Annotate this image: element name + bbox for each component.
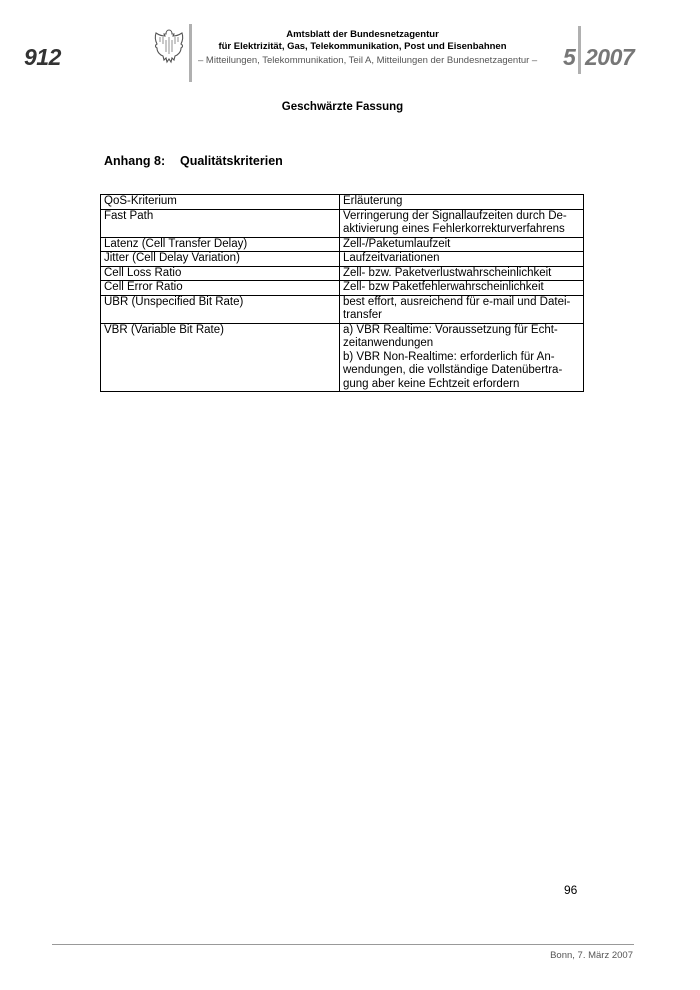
section-number: Anhang 8: [104, 154, 166, 168]
qos-criteria-table [100, 194, 584, 392]
explanation-line: gung aber keine Echtzeit erfordern [343, 377, 520, 390]
explanation-cell [340, 323, 584, 392]
explanation-line: best effort, ausreichend für e-mail und Datei- [343, 295, 571, 308]
footer-divider [52, 944, 634, 945]
table-row [101, 209, 584, 237]
explanation-line: aktivierung eines Fehlerkorrekturverfahrens [343, 223, 565, 235]
criterion-cell: Latenz (Cell Transfer Delay) [101, 237, 340, 252]
redacted-version-note: Geschwärzte Fassung [281, 101, 404, 113]
gazette-title-line2: für Elektrizität, Gas, Telekommunikation, Post und Eisenbahnen [218, 41, 507, 52]
section-title: Qualitätskriterien [180, 154, 283, 168]
section-heading [104, 154, 283, 168]
explanation-line: wendungen, die vollständige Datenübertra- [343, 364, 563, 376]
column-header-explanation: Erläuterung [340, 195, 584, 210]
page-number: 912 [24, 44, 61, 70]
explanation-cell [340, 295, 584, 323]
gazette-title [200, 29, 525, 53]
footer-page-number: 96 [564, 883, 578, 897]
table-row [101, 323, 584, 392]
table-row [101, 237, 584, 252]
explanation-cell [340, 209, 584, 237]
explanation-line: Zell- bzw Paketfehlerwahrscheinlichkeit [343, 281, 544, 293]
table-row [101, 281, 584, 296]
criterion-cell: Cell Loss Ratio [101, 266, 340, 281]
issue-year: 2007 [585, 44, 635, 70]
table-header-row [101, 195, 584, 210]
explanation-line: transfer [343, 309, 382, 321]
criterion-cell: Jitter (Cell Delay Variation) [101, 252, 340, 267]
issue-number: 5 [563, 44, 576, 70]
federal-eagle-icon [152, 28, 186, 64]
qos-table-body [101, 195, 584, 392]
explanation-line: zeitanwendungen [343, 337, 434, 349]
column-header-criterion: QoS-Kriterium [101, 195, 340, 210]
table-row [101, 295, 584, 323]
criterion-cell: Fast Path [101, 209, 340, 237]
header-divider [189, 24, 192, 82]
table-row [101, 266, 584, 281]
gazette-title-line1: Amtsblatt der Bundesnetzagentur [286, 29, 439, 40]
explanation-line: Laufzeitvariationen [343, 252, 440, 264]
gazette-subtitle: – Mitteilungen, Telekommunikation, Teil A, Mitteilungen der Bundesnetzagentur – [198, 55, 538, 66]
explanation-cell [340, 266, 584, 281]
explanation-line: Zell- bzw. Paketverlustwahrscheinlichkeit [343, 266, 552, 279]
issue-divider [578, 26, 581, 74]
footer-place-date: Bonn, 7. März 2007 [550, 950, 633, 961]
explanation-line: Verringerung der Signallaufzeiten durch De- [343, 209, 567, 222]
explanation-cell [340, 237, 584, 252]
explanation-line: Zell-/Paketumlaufzeit [343, 237, 451, 250]
explanation-cell [340, 281, 584, 296]
explanation-line: b) VBR Non-Realtime: erforderlich für An- [343, 350, 555, 363]
explanation-line: a) VBR Realtime: Voraussetzung für Echt- [343, 323, 558, 336]
criterion-cell: VBR (Variable Bit Rate) [101, 323, 340, 392]
criterion-cell: UBR (Unspecified Bit Rate) [101, 295, 340, 323]
explanation-cell [340, 252, 584, 267]
criterion-cell: Cell Error Ratio [101, 281, 340, 296]
table-row [101, 252, 584, 267]
